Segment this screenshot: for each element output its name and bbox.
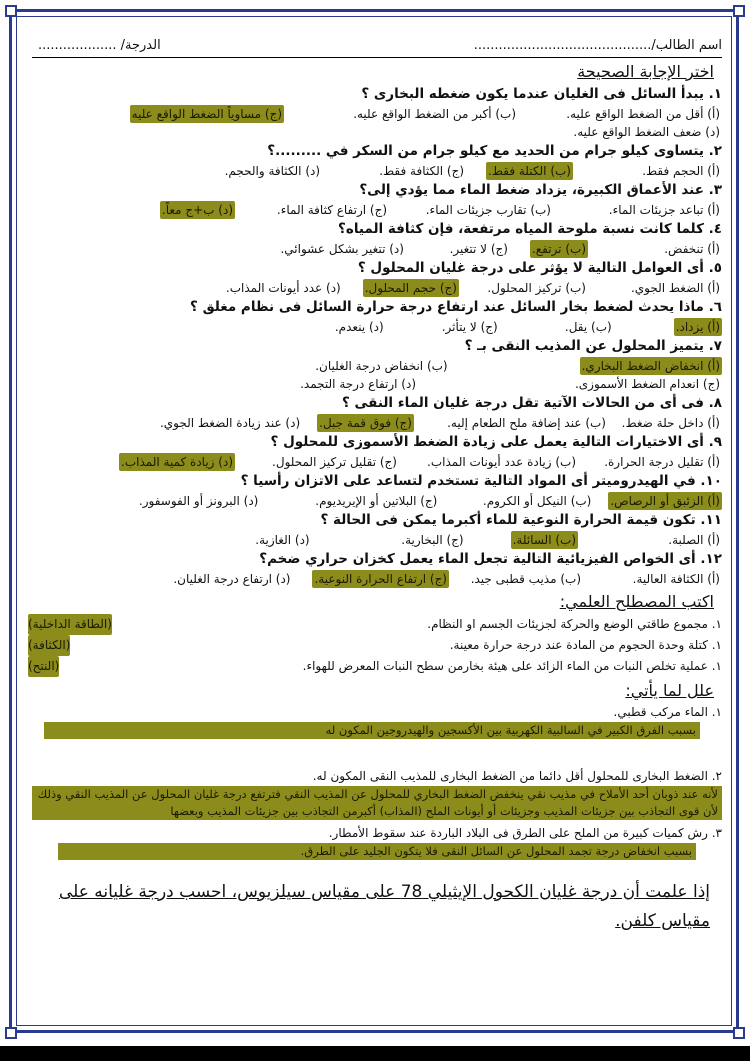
frame-corner: [733, 5, 745, 17]
option: (ج) لا يتأثر.: [441, 320, 498, 334]
explain-item-text: ٢. الضغط البخارى للمحلول أقل دائما من الضغط البخارى للمذيب النقى المكون له.: [312, 769, 722, 783]
section-title-mcq: اختر الإجابة الصحيحة: [577, 62, 714, 81]
section-title-explain: علل لما يأتي:: [625, 681, 714, 700]
options-q12: [28, 570, 722, 588]
term-answer: (الكثافة): [28, 635, 70, 656]
option: (د) ارتفاع درجة التجمد.: [300, 377, 416, 391]
option: (ب) يقل.: [564, 320, 612, 334]
question-4: ٤. كلما كانت نسبة ملوحة المياه مرتفعة، فإن كثافة المياه؟: [338, 221, 722, 237]
options-q11: [28, 531, 722, 549]
frame-corner: [5, 5, 17, 17]
option: (د) الكثافة والحجم.: [224, 164, 321, 178]
option-correct: (د) زيادة كمية المذاب.: [121, 455, 233, 469]
option: (ج) انعدام الضغط الأسموزى.: [574, 377, 720, 391]
term-item: [28, 635, 722, 656]
header: [28, 34, 722, 56]
options-q2: [28, 162, 722, 180]
question-12: ١٢. أى الخواص الفيزيائية التالية تجعل الماء يعمل كخزان حراري ضخم؟: [259, 551, 722, 567]
option-correct: (ب) ترتفع.: [531, 242, 586, 256]
options-q7: [28, 357, 722, 375]
option: (د) ينعدم.: [334, 320, 384, 334]
option: (ب) تقارب جزيئات الماء.: [425, 203, 551, 217]
option-correct: (ج) ارتفاع الحرارة النوعية.: [314, 572, 447, 586]
question-5: ٥. أى العوامل التالية لا يؤثر على درجة غليان المحلول ؟: [357, 260, 722, 276]
option: (أ) الحجم فقط.: [642, 164, 720, 178]
option: (ج) البخارية.: [401, 533, 464, 547]
option: (د) الغازية.: [255, 533, 310, 547]
option: (د) عند زيادة الضغط الجوي.: [159, 416, 301, 430]
term-text: ١. كتلة وحدة الحجوم من المادة عند درجة حرارة معينة.: [449, 638, 722, 652]
term-text: ١. مجموع طاقتي الوضع والحركة لجزيئات الجسم او النظام.: [427, 617, 722, 631]
options-q1-row2: [28, 123, 722, 141]
option-correct: (ج) فوق قمة جبل.: [319, 416, 412, 430]
option: (ج) لا تتغير.: [449, 242, 508, 256]
options-q8: [28, 414, 722, 432]
option-correct: (د) ب+ج معاً.: [161, 203, 233, 217]
options-q1: [28, 105, 722, 123]
question-6: ٦. ماذا يحدث لضغط بخار السائل عند ارتفاع درجة حرارة السائل فى نظام مغلق ؟: [190, 299, 722, 315]
option: (د) عدد أيونات المذاب.: [225, 281, 341, 295]
header-divider: [32, 57, 722, 58]
option: (ب) زيادة عدد أيونات المذاب.: [427, 455, 576, 469]
explain-answer: لأنه عند ذوبان أحد الأملاح في مذيب نقي ينخفض الضغط البخاري للمحلول عن المذيب النقي فترتفع درجة غليان المحلول عن المذيب النقي وذلك لأن قوى التجاذب بين جزيئات المذيب وجزيئات أو أيونات الملح (المذاب) أكبرمن التجاذب بين جزيئات المذيب وبعضها: [32, 786, 722, 820]
option: (ب) النيكل أو الكروم.: [482, 494, 592, 508]
options-q9: [28, 453, 722, 471]
option: (أ) داخل حلة ضغط.: [621, 416, 720, 430]
explain-item-text: ٣. رش كميات كبيرة من الملح على الطرق فى البلاد الباردة عند سقوط الأمطار.: [328, 826, 722, 840]
option: (ج) تقليل تركيز المحلول.: [272, 455, 397, 469]
question-7: ٧. يتميز المحلول عن المذيب النقى بـ ؟: [464, 338, 722, 354]
option: (أ) أقل من الضغط الواقع عليه.: [566, 107, 720, 121]
options-q5: [28, 279, 722, 297]
option: (ب) تركيز المحلول.: [487, 281, 586, 295]
option: (ب) عند إضافة ملح الطعام إليه.: [447, 416, 606, 430]
option: (ج) ارتفاع كثافة الماء.: [276, 203, 387, 217]
term-item: [28, 614, 722, 635]
section-title-terms: اكتب المصطلح العلمي:: [559, 592, 714, 611]
grade-field[interactable]: الدرجة/ ...................: [38, 37, 161, 53]
worksheet: [28, 34, 722, 1034]
option: (أ) تقليل درجة الحرارة.: [604, 455, 720, 469]
question-10: ١٠. في الهيدروميتر أى المواد التالية تستخدم لتساعد على الاتزان رأسيا ؟: [240, 473, 722, 489]
explain-answer: بسبب الفرق الكبير في السالبية الكهربية بين الأكسجين والهيدروجين المكون له: [44, 722, 700, 739]
option: (د) ارتفاع درجة الغليان.: [173, 572, 291, 586]
options-q7-row2: [28, 375, 722, 393]
option: (ب) انخفاض درجة الغليان.: [315, 359, 448, 373]
option-correct: (ج) مساوياً الضغط الواقع عليه: [131, 107, 282, 121]
explain-answer: بسبب انخفاض درجة تجمد المحلول عن السائل النقى فلا يتكون الجليد على الطرق.: [58, 843, 696, 860]
option: (أ) تنخفض.: [664, 242, 720, 256]
options-q3: [28, 201, 722, 219]
question-2: ٢. يتساوى كيلو جرام من الحديد مع كيلو جرام من السكر في .........؟: [267, 143, 722, 159]
option: (ج) الكثافة فقط.: [379, 164, 465, 178]
question-1: ١. يبدأ السائل فى الغليان عندما يكون ضغطه البخارى ؟: [361, 86, 722, 102]
final-question: إذا علمت أن درجة غليان الكحول الإيثيلي 78 على مقياس سيلزيوس، احسب درجة غليانه على مقياس كلفن.: [58, 882, 710, 931]
option-correct: (أ) انخفاض الضغط البخاري.: [581, 359, 720, 373]
question-3: ٣. عند الأعماق الكبيرة، يزداد ضغط الماء مما يؤدي إلى؟: [359, 182, 722, 198]
option: (ب) مذيب قطبى جيد.: [470, 572, 581, 586]
question-9: ٩. أى الاختيارات التالية يعمل على زيادة الضغط الأسموزى للمحلول ؟: [270, 434, 722, 450]
option-correct: (أ) يزداد.: [675, 320, 720, 334]
bottom-bar: [0, 1046, 750, 1061]
student-name-field[interactable]: اسم الطالب/...........................................: [473, 37, 722, 53]
options-q6: [28, 318, 722, 336]
frame-corner: [5, 1027, 17, 1039]
frame-corner: [733, 1027, 745, 1039]
question-11: ١١. تكون قيمة الحرارة النوعية للماء أكبرما يمكن فى الحالة ؟: [320, 512, 722, 528]
explain-item-text: ١. الماء مركب قطبي.: [613, 705, 722, 719]
option-correct: (ب) الكتلة فقط.: [488, 164, 571, 178]
question-8: ٨. فى أى من الحالات الآتية تقل درجة غليان الماء النقى ؟: [341, 395, 722, 411]
option: (د) تتغير بشكل عشوائي.: [280, 242, 404, 256]
option-correct: (ب) السائلة.: [512, 533, 576, 547]
options-q4: [28, 240, 722, 258]
term-answer: (النتح): [28, 656, 59, 677]
answer-spacer: [28, 739, 722, 767]
option: (أ) الضغط الجوي.: [630, 281, 720, 295]
option-correct: (أ) الزئبق أو الرصاص.: [610, 494, 720, 508]
option: (أ) الكثافة العالية.: [632, 572, 720, 586]
term-text: ١. عملية تخلص النبات من الماء الزائد على هيئة بخارمن سطح النبات المعرض للهواء.: [302, 659, 722, 673]
term-item: [28, 656, 722, 677]
option-correct: (ج) حجم المحلول.: [364, 281, 457, 295]
option: (د) ضعف الضغط الواقع عليه.: [573, 125, 720, 139]
option: (د) البرونز أو الفوسفور.: [138, 494, 259, 508]
option: (أ) الصلبة.: [668, 533, 720, 547]
options-q10: [28, 492, 722, 510]
term-answer: (الطاقة الداخلية): [28, 614, 112, 635]
option: (ج) البلاتين أو الإيريديوم.: [315, 494, 438, 508]
option: (أ) تباعد جزيئات الماء.: [608, 203, 720, 217]
option: (ب) أكبر من الضغط الواقع عليه.: [353, 107, 516, 121]
